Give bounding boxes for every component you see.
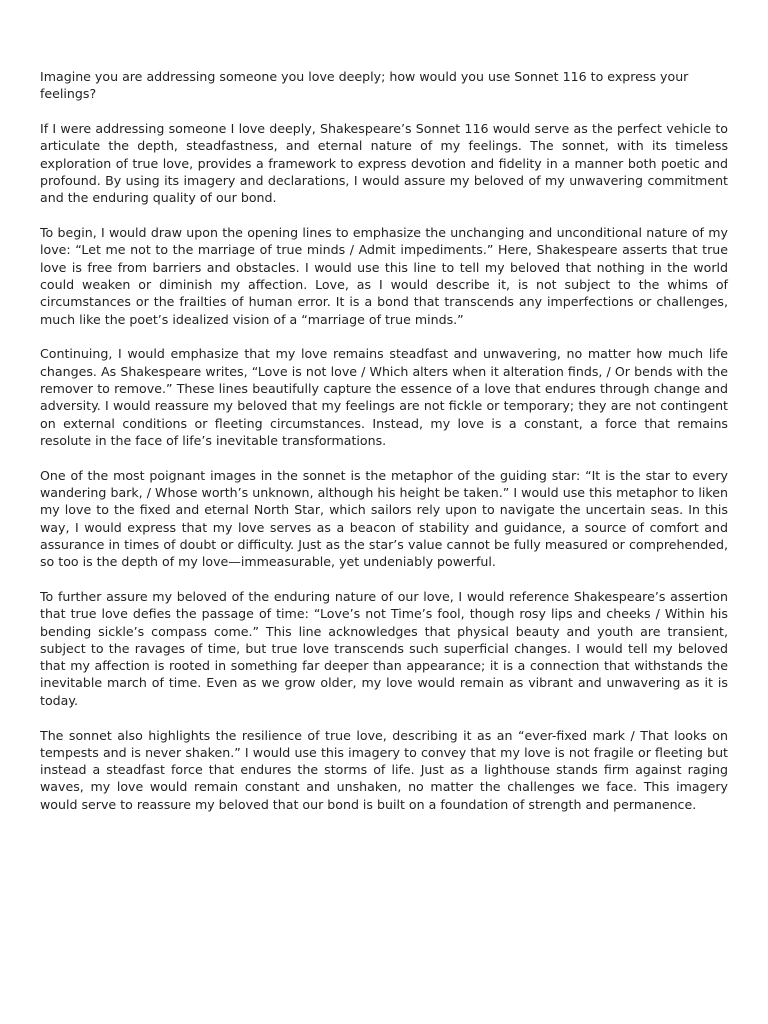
paragraph-opening-lines: To begin, I would draw upon the opening lines to emphasize the unchanging and unconditional nature of my love: “Let me not to the marriage of true minds / Admit impediments.” Here, Shakespeare asserts that true love is free from barriers and obstacles. I would use this line to tell my beloved that nothing in the world could weaken or diminish my affection. Love, as I would describe it, is not subject to the whims of circumstances or the frailties of human error. It is a bond that transcends any imperfections or challenges, much like the poet’s idealized vision of a “marriage of true minds.”	[40, 225, 728, 327]
paragraph-guiding-star: One of the most poignant images in the sonnet is the metaphor of the guiding star: “It is the star to every wandering bark, / Whose worth’s unknown, although his height be taken.” I would use this metaphor to liken my love to the fixed and eternal North Star, which sailors rely upon to navigate the uncertain seas. In this way, I would express that my love serves as a beacon of stability and guidance, a source of comfort and assurance in times of doubt or difficulty. Just as the star’s value cannot be fully measured or comprehended, so too is the depth of my love—immeasurable, yet undeniably powerful.	[40, 467, 728, 570]
paragraph-time: To further assure my beloved of the enduring nature of our love, I would reference Shakespeare’s assertion that true love defies the passage of time: “Love’s not Time’s fool, though rosy lips and cheeks / Within his bending sickle’s compass come.” This line acknowledges that physical beauty and youth are transient, subject to the ravages of time, but true love transcends such superficial changes. I would tell my beloved that my affection is rooted in something far deeper than appearance; it is a connection that withstands the inevitable march of time. Even as we grow older, my love would remain as vibrant and unwavering as it is today.	[40, 588, 728, 708]
paragraph-intro: If I were addressing someone I love deeply, Shakespeare’s Sonnet 116 would serve as the perfect vehicle to articulate the depth, steadfastness, and eternal nature of my feelings. The sonnet, with its timeless exploration of true love, provides a framework to express devotion and fidelity in a manner both poetic and profound. By using its imagery and declarations, I would assure my beloved of my unwavering commitment and the enduring quality of our bond.	[40, 121, 728, 206]
document-page	[40, 68, 728, 830]
paragraph-steadfast: Continuing, I would emphasize that my love remains steadfast and unwavering, no matter how much life changes. As Shakespeare writes, “Love is not love / Which alters when it alteration finds, / Or bends with the remover to remove.” These lines beautifully capture the essence of a love that endures through change and adversity. I would reassure my beloved that my feelings are not fickle or temporary; they are not contingent on external conditions or fleeting circumstances. Instead, my love is a constant, a force that remains resolute in the face of life’s inevitable transformations.	[40, 346, 728, 448]
paragraph-resilience: The sonnet also highlights the resilience of true love, describing it as an “ever-fixed mark / That looks on tempests and is never shaken.” I would use this imagery to convey that my love is not fragile or fleeting but instead a steadfast force that endures the storms of life. Just as a lighthouse stands firm against raging waves, my love would remain constant and unshaken, no matter the challenges we face. This imagery would serve to reassure my beloved that our bond is built on a foundation of strength and permanence.	[40, 727, 728, 812]
question-text: Imagine you are addressing someone you love deeply; how would you use Sonnet 116 to express your feelings?	[40, 69, 689, 102]
